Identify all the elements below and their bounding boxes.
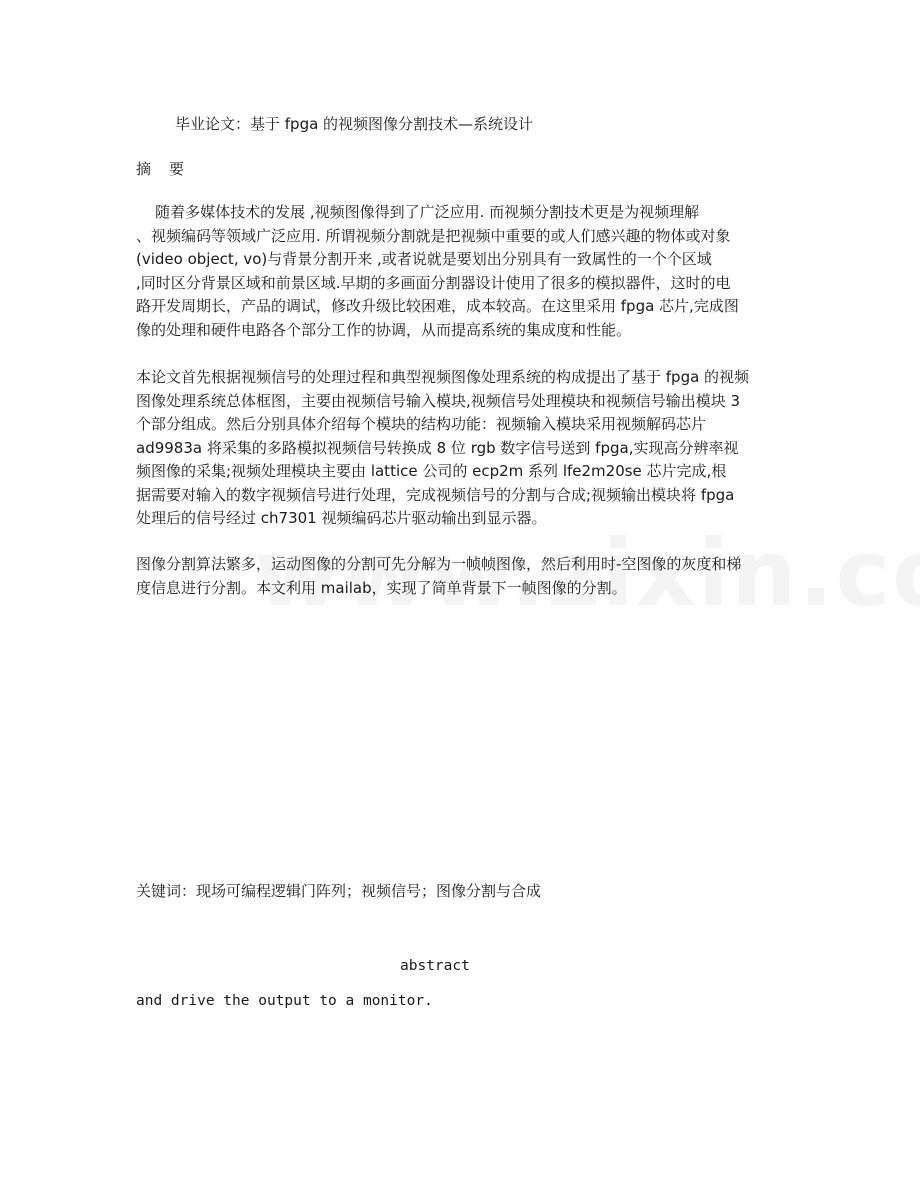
paragraph-line: 图像处理系统总体框图，主要由视频信号输入模块,视频信号处理模块和视频信号输出模块 3 <box>136 391 741 410</box>
abstract-english-title: abstract <box>400 958 470 974</box>
paragraph-line: ad9983a 将采集的多路模拟视频信号转换成 8 位 rgb 数字信号送到 fpga,实现高分辨率视 <box>136 438 739 457</box>
abstract-heading: 摘要 <box>136 160 203 178</box>
paragraph-system <box>136 366 786 531</box>
paragraph-line: 随着多媒体技术的发展 ,视频图像得到了广泛应用. 而视频分割技术更是为视频理解 <box>136 203 700 221</box>
paragraph-line: 个部分组成。然后分别具体介绍每个模块的结构功能：视频输入模块采用视频解码芯片 <box>136 415 707 433</box>
paragraph-line: 、视频编码等领域广泛应用. 所谓视频分割就是把视频中重要的或人们感兴趣的物体或对象 <box>136 226 731 245</box>
document-title: 毕业论文：基于 fpga 的视频图像分割技术—系统设计 <box>175 115 534 133</box>
paragraph-line: 频图像的采集;视频处理模块主要由 lattice 公司的 ecp2m 系列 lfe2m20se 芯片完成,根 <box>136 462 727 480</box>
paragraph-segmentation <box>136 553 786 600</box>
paragraph-line: 度信息进行分割。本文利用 mailab，实现了简单背景下一帧图像的分割。 <box>136 578 627 597</box>
paragraph-line: 像的处理和硬件电路各个部分工作的协调，从而提高系统的集成度和性能。 <box>136 320 632 339</box>
paragraph-intro <box>136 201 786 342</box>
keywords-line: 关键词：现场可编程逻辑门阵列；视频信号；图像分割与合成 <box>136 882 542 900</box>
paragraph-line: 据需要对输入的数字视频信号进行处理，完成视频信号的分割与合成;视频输出模块将 fpga <box>136 485 735 504</box>
paragraph-line: 路开发周期长，产品的调试，修改升级比较困难，成本较高。在这里采用 fpga 芯片,完成图 <box>136 297 739 315</box>
paragraph-line: 本论文首先根据视频信号的处理过程和典型视频图像处理系统的构成提出了基于 fpga 的视频 <box>136 368 750 386</box>
abstract-english-text: and drive the output to a monitor. <box>136 993 433 1009</box>
paragraph-line: ,同时区分背景区域和前景区域.早期的多画面分割器设计使用了很多的模拟器件，这时的电 <box>136 273 731 292</box>
paragraph-line: 处理后的信号经过 ch7301 视频编码芯片驱动输出到显示器。 <box>136 509 547 527</box>
paragraph-line: (video object, vo)与背景分割开来 ,或者说就是要划出分别具有一致属性的一个个区域 <box>136 250 712 268</box>
paragraph-line: 图像分割算法繁多，运动图像的分割可先分解为一帧帧图像，然后利用时-空图像的灰度和梯 <box>136 555 742 573</box>
